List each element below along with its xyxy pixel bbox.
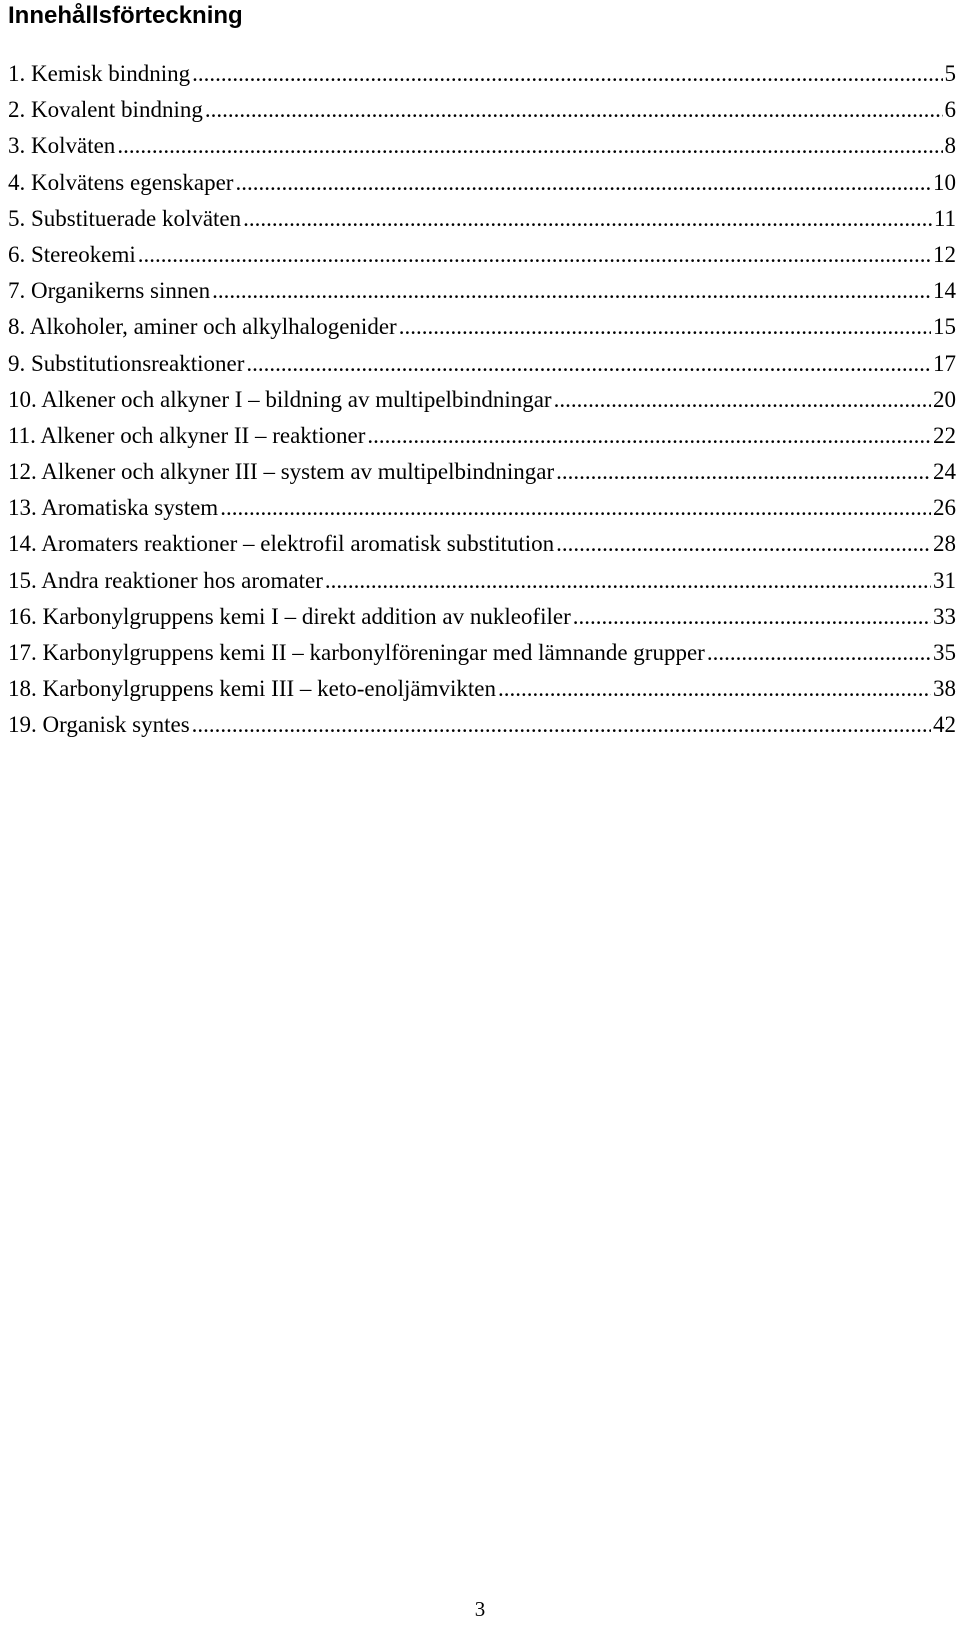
toc-entry-label: 14. Aromaters reaktioner – elektrofil aromatisk substitution xyxy=(8,531,555,557)
toc-entry-page: 33 xyxy=(933,603,956,629)
toc-entry[interactable] xyxy=(8,418,956,454)
toc-title: Innehållsförteckning xyxy=(8,2,243,29)
toc-entry[interactable] xyxy=(8,671,956,707)
toc-entry[interactable] xyxy=(8,273,956,309)
toc-entry-page: 31 xyxy=(933,567,956,593)
dot-leader xyxy=(556,454,931,490)
toc-entry[interactable] xyxy=(8,599,956,635)
toc-entry-label: 1. Kemisk bindning xyxy=(8,61,191,86)
dot-leader xyxy=(573,599,931,635)
toc-entry-page: 8 xyxy=(944,133,956,159)
toc-entry[interactable] xyxy=(8,309,956,345)
toc-entry-label: 18. Karbonylgruppens kemi III – keto-enoljämvikten xyxy=(8,676,496,702)
toc-entry-page: 12 xyxy=(933,241,956,267)
toc-entry-label: 11. Alkener och alkyner II – reaktioner xyxy=(8,422,366,448)
toc-entry-page: 14 xyxy=(933,278,956,304)
dot-leader xyxy=(138,237,931,273)
toc-entry-page: 35 xyxy=(933,640,956,665)
dot-leader xyxy=(498,671,931,707)
dot-leader xyxy=(325,563,931,599)
toc-list xyxy=(8,56,956,744)
toc-entry[interactable] xyxy=(8,128,956,164)
toc-entry[interactable] xyxy=(8,201,956,237)
dot-leader xyxy=(192,707,931,743)
toc-entry-page: 10 xyxy=(933,169,956,195)
toc-entry-page: 5 xyxy=(944,61,956,86)
toc-entry-label: 12. Alkener och alkyner III – system av multipelbindningar xyxy=(8,459,555,485)
toc-entry[interactable] xyxy=(8,346,956,382)
dot-leader xyxy=(367,418,931,454)
dot-leader xyxy=(556,526,931,562)
toc-entry[interactable] xyxy=(8,56,956,92)
toc-entry-page: 15 xyxy=(933,314,956,340)
toc-entry[interactable] xyxy=(8,165,956,201)
toc-entry[interactable] xyxy=(8,707,956,743)
toc-entry-page: 22 xyxy=(933,422,956,448)
page-number: 3 xyxy=(474,1597,486,1621)
toc-entry-label: 10. Alkener och alkyner I – bildning av multipelbindningar xyxy=(8,386,552,412)
toc-entry-label: 13. Aromatiska system xyxy=(8,495,219,521)
toc-entry-label: 19. Organisk syntes xyxy=(8,712,190,738)
dot-leader xyxy=(192,56,942,92)
toc-entry-page: 42 xyxy=(933,712,956,738)
dot-leader xyxy=(399,309,931,345)
toc-entry-label: 9. Substitutionsreaktioner xyxy=(8,350,245,376)
toc-entry-page: 11 xyxy=(933,205,956,231)
toc-entry-label: 6. Stereokemi xyxy=(8,241,136,267)
toc-entry-page: 26 xyxy=(933,495,956,521)
toc-entry-page: 38 xyxy=(933,676,956,702)
toc-entry-label: 16. Karbonylgruppens kemi I – direkt addition av nukleofiler xyxy=(8,603,571,629)
toc-entry[interactable] xyxy=(8,526,956,562)
dot-leader xyxy=(243,201,932,237)
toc-entry-label: 4. Kolvätens egenskaper xyxy=(8,169,234,195)
toc-entry[interactable] xyxy=(8,92,956,128)
dot-leader xyxy=(554,382,931,418)
toc-entry-label: 8. Alkoholer, aminer och alkylhalogenider xyxy=(8,314,397,340)
toc-entry-page: 20 xyxy=(933,386,956,412)
toc-entry-page: 6 xyxy=(944,97,956,123)
toc-entry[interactable] xyxy=(8,490,956,526)
toc-entry-page: 28 xyxy=(933,531,956,557)
dot-leader xyxy=(246,346,931,382)
toc-entry-page: 17 xyxy=(933,350,956,376)
toc-entry[interactable] xyxy=(8,563,956,599)
toc-entry[interactable] xyxy=(8,237,956,273)
toc-entry-label: 15. Andra reaktioner hos aromater xyxy=(8,567,323,593)
dot-leader xyxy=(707,635,931,671)
toc-entry-label: 7. Organikerns sinnen xyxy=(8,278,211,304)
toc-entry[interactable] xyxy=(8,454,956,490)
dot-leader xyxy=(220,490,931,526)
toc-entry-label: 2. Kovalent bindning xyxy=(8,97,203,123)
toc-entry-page: 24 xyxy=(933,459,956,485)
toc-entry-label: 5. Substituerade kolväten xyxy=(8,205,242,231)
dot-leader xyxy=(235,165,931,201)
toc-entry[interactable] xyxy=(8,382,956,418)
dot-leader xyxy=(205,92,943,128)
toc-entry[interactable] xyxy=(8,635,956,671)
toc-entry-label: 17. Karbonylgruppens kemi II – karbonylföreningar med lämnande grupper xyxy=(8,640,705,665)
dot-leader xyxy=(212,273,931,309)
dot-leader xyxy=(117,128,942,164)
toc-entry-label: 3. Kolväten xyxy=(8,133,116,159)
